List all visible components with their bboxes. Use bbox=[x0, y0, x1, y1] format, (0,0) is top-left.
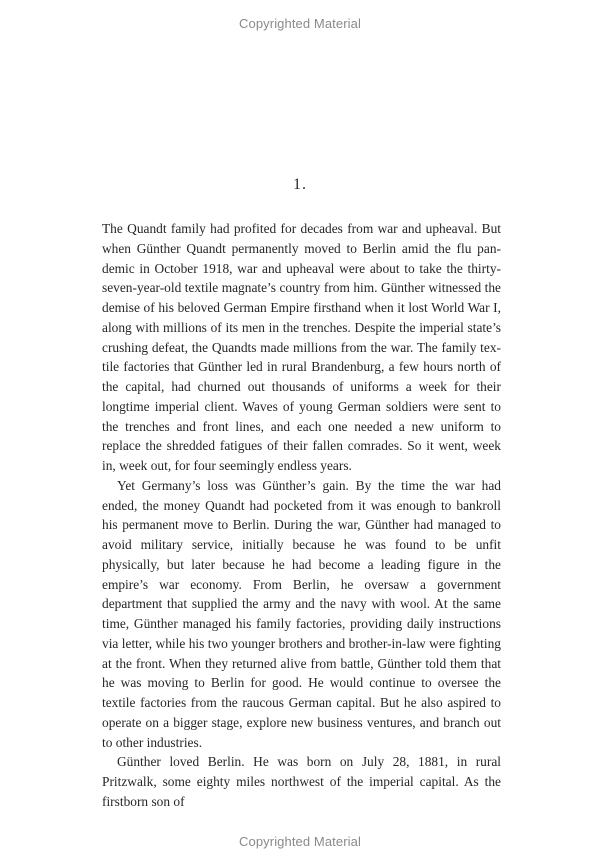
paragraph-3: Günther loved Berlin. He was born on July 28, 1881, in rural Pritzwalk, some eighty miles northwest of the imperial capital. As the firstborn son of bbox=[102, 754, 501, 809]
paragraph-2: Yet Germany’s loss was Günther’s gain. By the time the war had ended, the money Quandt had pocketed from it was enough to bankroll his permanent move to Berlin. During the war, Günther had managed to avoid military service, initially because he was found to be unfit physically, but later because he had become a leading figure in the empire’s war economy. From Berlin, he oversaw a government department that supplied the army and the navy with wool. At the same time, Günther managed his family factories, providing daily instructions via letter, while his two younger brothers and brother-in-law were fighting at the front. When they returned alive from battle, Günther told them that he was moving to Berlin for good. He would continue to oversee the textile factories from the raucous German capital. But he also aspired to operate on a bigger stage, explore new business ventures, and branch out to other industries. bbox=[102, 477, 501, 750]
chapter-number: 1. bbox=[293, 176, 307, 193]
chapter-body bbox=[102, 219, 501, 812]
copyright-watermark-bottom: Copyrighted Material bbox=[239, 834, 361, 849]
copyright-watermark-top: Copyrighted Material bbox=[239, 16, 361, 31]
paragraph-1: The Quandt family had profited for decades from war and upheaval. But when Günther Quandt permanently moved to Berlin amid the flu pandemic in October 1918, war and upheaval were about to take the thirty-seven-year-old textile magnate’s country from him. Günther witnessed the demise of his beloved German Empire firsthand when it lost World War I, along with millions of its men in the trenches. Despite the imperial state’s crushing defeat, the Quandts made millions from the war. The family textile factories that Günther led in rural Brandenburg, a few hours north of the capital, had churned out thousands of uniforms a week for their longtime imperial client. Waves of young German soldiers were sent to the trenches and front lines, and each one needed a new uniform to replace the shredded fatigues of their fallen comrades. So it went, week in, week out, for four seemingly endless years. bbox=[102, 221, 501, 473]
